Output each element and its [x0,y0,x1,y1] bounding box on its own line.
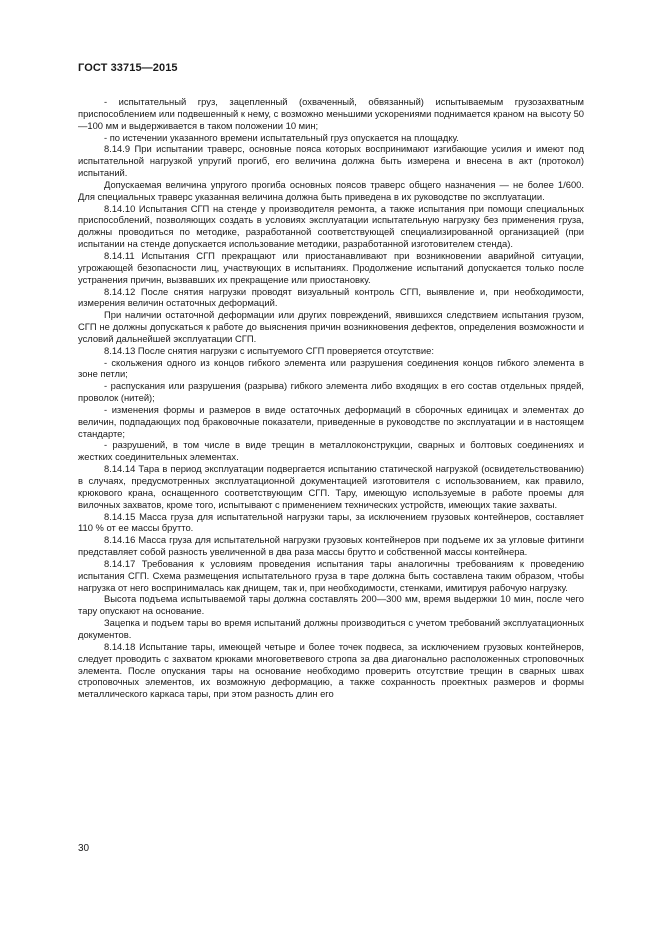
paragraph: Высота подъема испытываемой тары должна составлять 200—300 мм, время выдержки 10 мин, после чего тару опускают на основание. [78,593,584,617]
paragraph: 8.14.13 После снятия нагрузки с испытуемого СГП проверяется отсутствие: [104,344,434,356]
paragraph: 8.14.11 Испытания СГП прекращают или приостанавливают при возникновении аварийной ситуации, угрожающей безопасности лиц, участвующих в испытаниях. Продолжение испытаний допускается только после устранения причин, вызвавших их прекращение или приостановку. [78,249,584,285]
paragraph: 8.14.9 При испытании траверс, основные пояса которых воспринимают изгибающие усилия и имеют под испытательной нагрузкой упругий прогиб, его величина должна быть измерена и внесена в акт (протокол) испытаний. [78,143,584,179]
paragraph: - испытательный груз, зацепленный (охваченный, обвязанный) испытываемым грузозахватным приспособлением или подвешенный к нему, с возможно меньшими ускорениями поднимается краном на высоту 50—100 мм и выдерживается в таком положении 10 мин; [78,96,584,131]
paragraph: - по истечении указанного времени испытательный груз опускается на площадку. [104,131,459,143]
list-item: - изменения формы и размеров в виде остаточных деформаций в сборочных единицах и элементах до величин, подпадающих под браковочные показатели, приведенные в руководстве по эксплуатации и в настоящем стандарте; [78,403,584,439]
paragraph: При наличии остаточной деформации или других повреждений, явившихся следствием испытания грузом, СГП не должны допускаться к работе до выяснения причин возникновения дефектов, определения возможности и условий дальнейшей эксплуатации СГП. [78,309,584,344]
paragraph: 8.14.14 Тара в период эксплуатации подвергается испытанию статической нагрузкой (освидетельствованию) в случаях, предусмотренных эксплуатационной документацией изготовителя с использованием, как правило, крюкового крана, оснащенного соответствующим СГП. Тару, имеющую используемые в работе проемы для вилочных захватов, кроме того, испытывают с применением технических устройств, имеющих такие захваты. [78,463,584,510]
paragraph: Зацепка и подъем тары во время испытаний должны производиться с учетом требований эксплуатационных документов. [78,617,584,640]
paragraph: 8.14.10 Испытания СГП на стенде у производителя ремонта, а также испытания при помощи специальных приспособлений, позволяющих создать в условиях эксплуатации испытательную нагрузку без применения груза, должны проводиться по методике, разработанной соответствующей специализированной организацией (при испытании на стенде допускается использование методики, разработанной изготовителем стенда). [78,202,584,250]
paragraph: 8.14.16 Масса груза для испытательной нагрузки грузовых контейнеров при подъеме их за угловые фитинги представляет собой разность увеличенной в два раза массы брутто и собственной массы контейнера. [78,534,584,558]
list-item: - разрушений, в том числе в виде трещин в металлоконструкции, сварных и болтовых соединениях и жестких соединительных элементах. [78,439,584,463]
paragraph: 8.14.12 После снятия нагрузки проводят визуальный контроль СГП, выявление и, при необходимости, измерения величин остаточных деформаций. [78,285,584,309]
paragraph: 8.14.15 Масса груза для испытательной нагрузки тары, за исключением грузовых контейнеров, составляет 110 % от ее массы брутто. [78,510,584,534]
document-body [78,96,584,700]
standard-header: ГОСТ 33715—2015 [78,62,178,74]
page-number: 30 [78,843,90,854]
paragraph: Допускаемая величина упругого прогиба основных поясов траверс общего назначения — не более 1/600. Для специальных траверс указанная величина должна быть приведена в их руководстве по эксплуатации. [78,178,584,202]
list-item: - скольжения одного из концов гибкого элемента или разрушения соединения концов гибкого элемента в зоне петли; [78,356,584,380]
paragraph: 8.14.17 Требования к условиям проведения испытания тары аналогичны требованиям к проведению испытания СГП. Схема размещения испытательного груза в таре должна быть составлена таким образом, чтобы нагрузка от него воспринималась как днищем, так и, при необходимости, стенками, имитируя рабочую нагрузку. [78,557,584,593]
list-item: - распускания или разрушения (разрыва) гибкого элемента либо входящих в его состав отдельных прядей, проволок (нитей); [78,380,584,404]
paragraph: 8.14.18 Испытание тары, имеющей четыре и более точек подвеса, за исключением грузовых контейнеров, следует проводить с захватом крюками многоветвевого стропа за два диагонально расположенных строповочных элемента. После опускания тары на основание необходимо проверить отсутствие трещин в сварных швах строповочных элементов, их возможную деформацию, а также сохранность проектных размеров и формы металлического каркаса тары, при этом разность длин его [78,640,584,700]
